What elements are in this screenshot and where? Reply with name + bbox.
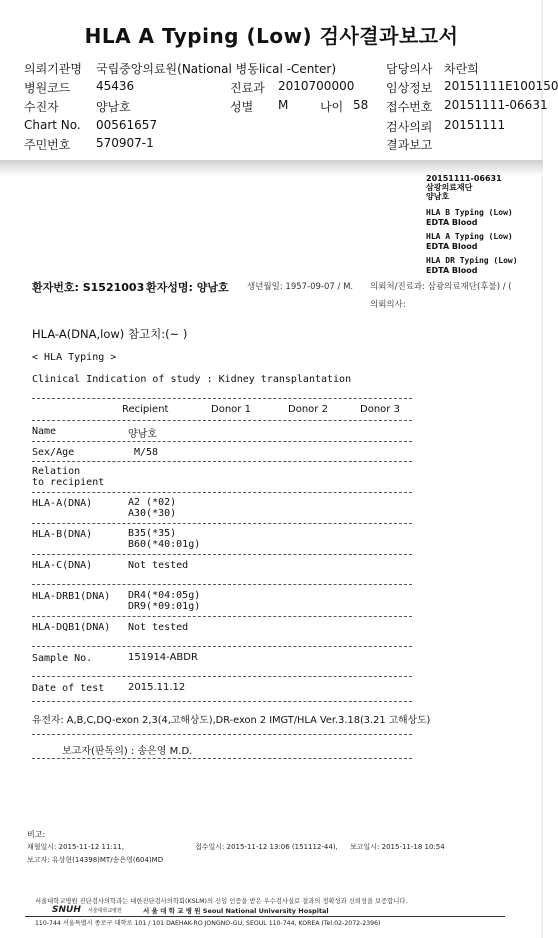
- hla-a-value-1: A2 (*02): [128, 497, 177, 508]
- institution-value: 국립중앙의료원(National 병동lical -Center): [96, 62, 336, 76]
- divider: [32, 676, 412, 677]
- sexage-label: Sex/Age: [32, 447, 75, 458]
- clinical-value: 20151111E100150: [444, 79, 558, 93]
- divider: [32, 584, 412, 585]
- divider: [32, 646, 412, 647]
- reporter: 보고자(판독의) : 송은영 M.D.: [62, 746, 193, 757]
- reporter-line: 보고자: 유상현(14398)MT/송은영(604)MD: [27, 856, 164, 864]
- divider: [32, 398, 412, 399]
- collected-time: 채혈일시: 2015-11-12 11:11,: [27, 843, 124, 851]
- divider: [32, 461, 412, 462]
- hospital-code-value: 45436: [96, 79, 135, 93]
- page-edge: [541, 0, 543, 938]
- age-label: 나이: [320, 100, 344, 114]
- date-label: Date of test: [32, 683, 105, 694]
- column-donor-1: Donor 1: [211, 404, 251, 415]
- dqb1-value: Not tested: [128, 622, 189, 633]
- patient-number: 환자번호: S1521003: [32, 281, 145, 294]
- divider: [32, 523, 412, 524]
- divider: [32, 701, 412, 702]
- divider: [32, 758, 412, 759]
- relation-label-2: to recipient: [32, 477, 105, 488]
- hla-b-label: HLA-B(DNA): [32, 529, 93, 540]
- snuh-logo-small: 서울대학교병원: [88, 908, 122, 914]
- hospital-code-label: 병원코드: [24, 81, 71, 95]
- divider: [32, 420, 412, 421]
- sticker-foundation: 삼광의료재단: [426, 183, 473, 192]
- certification-text: 서울대학교병원 진단검사의학과는 대한진단검사의학회(KSLM)의 신임 인증을 받은 우수검사실로 결과의 정확성과 신뢰성을 보증합니다.: [35, 898, 408, 905]
- hla-a-label: HLA-A(DNA): [32, 498, 93, 509]
- column-donor-2: Donor 2: [288, 404, 328, 415]
- section-title: < HLA Typing >: [32, 352, 117, 363]
- receipt-label: 접수번호: [386, 100, 433, 114]
- column-recipient: Recipient: [122, 404, 169, 415]
- sample-label: Sample No.: [32, 653, 93, 664]
- sticker-test-3: HLA DR Typing (Low): [426, 256, 518, 265]
- hospital-address: 110-744 서울특별시 종로구 대학로 101 / 101 DAEHAK-RO JONGNO-GU, SEOUL 110-744, KOREA (Tel:02-2072-2396): [35, 920, 381, 927]
- drb1-value-1: DR4(*04:05g): [128, 590, 201, 601]
- request-value: 20151111: [444, 118, 506, 132]
- divider: [32, 554, 412, 555]
- sexage-value: M/58: [134, 447, 159, 458]
- hla-b-value-2: B60(*40:01g): [128, 539, 201, 550]
- sticker-specimen-1: EDTA Blood: [426, 218, 478, 227]
- sticker-specimen-2: EDTA Blood: [426, 242, 478, 251]
- age-value: 58: [353, 98, 369, 112]
- doctor-value: 차란희: [444, 62, 479, 76]
- patient-label: 수진자: [24, 100, 59, 114]
- chart-value: 00561657: [96, 118, 158, 132]
- received-time: 접수일시: 2015-11-12 13:06 (151112-44),: [195, 843, 338, 851]
- divider: [32, 616, 412, 617]
- sticker-receipt: 20151111-06631: [426, 174, 502, 183]
- sticker-test-2: HLA A Typing (Low): [426, 232, 513, 241]
- requester: 의뢰처/진료과: 삼광의료재단(후불) / (: [370, 282, 512, 292]
- dept-value: 2010700000: [278, 79, 355, 93]
- sex-value: M: [278, 98, 289, 112]
- requester-doctor: 의뢰의사:: [370, 300, 406, 310]
- divider: [32, 441, 412, 442]
- sticker-test-1: HLA B Typing (Low): [426, 208, 513, 217]
- clinical-label: 임상정보: [386, 81, 433, 95]
- divider: [32, 492, 412, 493]
- chart-label: Chart No.: [24, 118, 81, 132]
- date-value: 2015.11.12: [128, 682, 186, 693]
- patient-name: 환자성명: 양남호: [146, 281, 229, 294]
- relation-label-1: Relation: [32, 466, 81, 477]
- drb1-value-2: DR9(*09:01g): [128, 601, 201, 612]
- clinical-indication: Clinical Indication of study : Kidney transplantation: [32, 374, 352, 385]
- ssn-label: 주민번호: [24, 138, 71, 152]
- hla-a-value-2: A30(*30): [128, 508, 177, 519]
- hospital-name: 서 울 대 학 교 병 원 Seoul National University Hospital: [143, 907, 329, 915]
- request-label: 검사의뢰: [386, 120, 433, 134]
- institution-label: 의뢰기관명: [24, 62, 82, 76]
- drb1-label: HLA-DRB1(DNA): [32, 591, 111, 602]
- patient-dob: 생년월일: 1957-09-07 / M.: [247, 282, 354, 292]
- sex-label: 성별: [230, 100, 254, 114]
- sticker-specimen-3: EDTA Blood: [426, 266, 478, 275]
- snuh-logo: SNUH: [52, 905, 81, 915]
- hla-c-value: Not tested: [128, 560, 189, 571]
- hla-c-label: HLA-C(DNA): [32, 560, 93, 571]
- footer-rule: [25, 916, 505, 917]
- receipt-value: 20151111-06631: [444, 98, 548, 112]
- result-label: 결과보고: [386, 138, 433, 152]
- hla-b-value-1: B35(*35): [128, 528, 177, 539]
- reported-time: 보고일시: 2015-11-18 10:54: [350, 843, 445, 851]
- sample-value: 151914-ABDR: [128, 652, 198, 663]
- name-value: 양남호: [128, 429, 157, 440]
- divider: [32, 734, 412, 735]
- locus-note: 유전자: A,B,C,DQ-exon 2,3(4,고해상도),DR-exon 2 IMGT/HLA Ver.3.18(3.21 고해상도): [32, 715, 431, 726]
- document-title: HLA A Typing (Low) 검사결과보고서: [84, 24, 459, 48]
- patient-value: 양남호: [96, 100, 131, 114]
- name-label: Name: [32, 426, 57, 437]
- dqb1-label: HLA-DQB1(DNA): [32, 622, 111, 633]
- dept-label: 진료과: [230, 81, 265, 95]
- ssn-value: 570907-1: [96, 136, 154, 150]
- sticker-patient-name: 양남호: [426, 192, 450, 201]
- report-heading: HLA-A(DNA,low) 참고치:(~ ): [32, 327, 188, 341]
- doctor-label: 담당의사: [386, 62, 433, 76]
- remark-label: 비고:: [27, 830, 46, 839]
- column-donor-3: Donor 3: [360, 404, 400, 415]
